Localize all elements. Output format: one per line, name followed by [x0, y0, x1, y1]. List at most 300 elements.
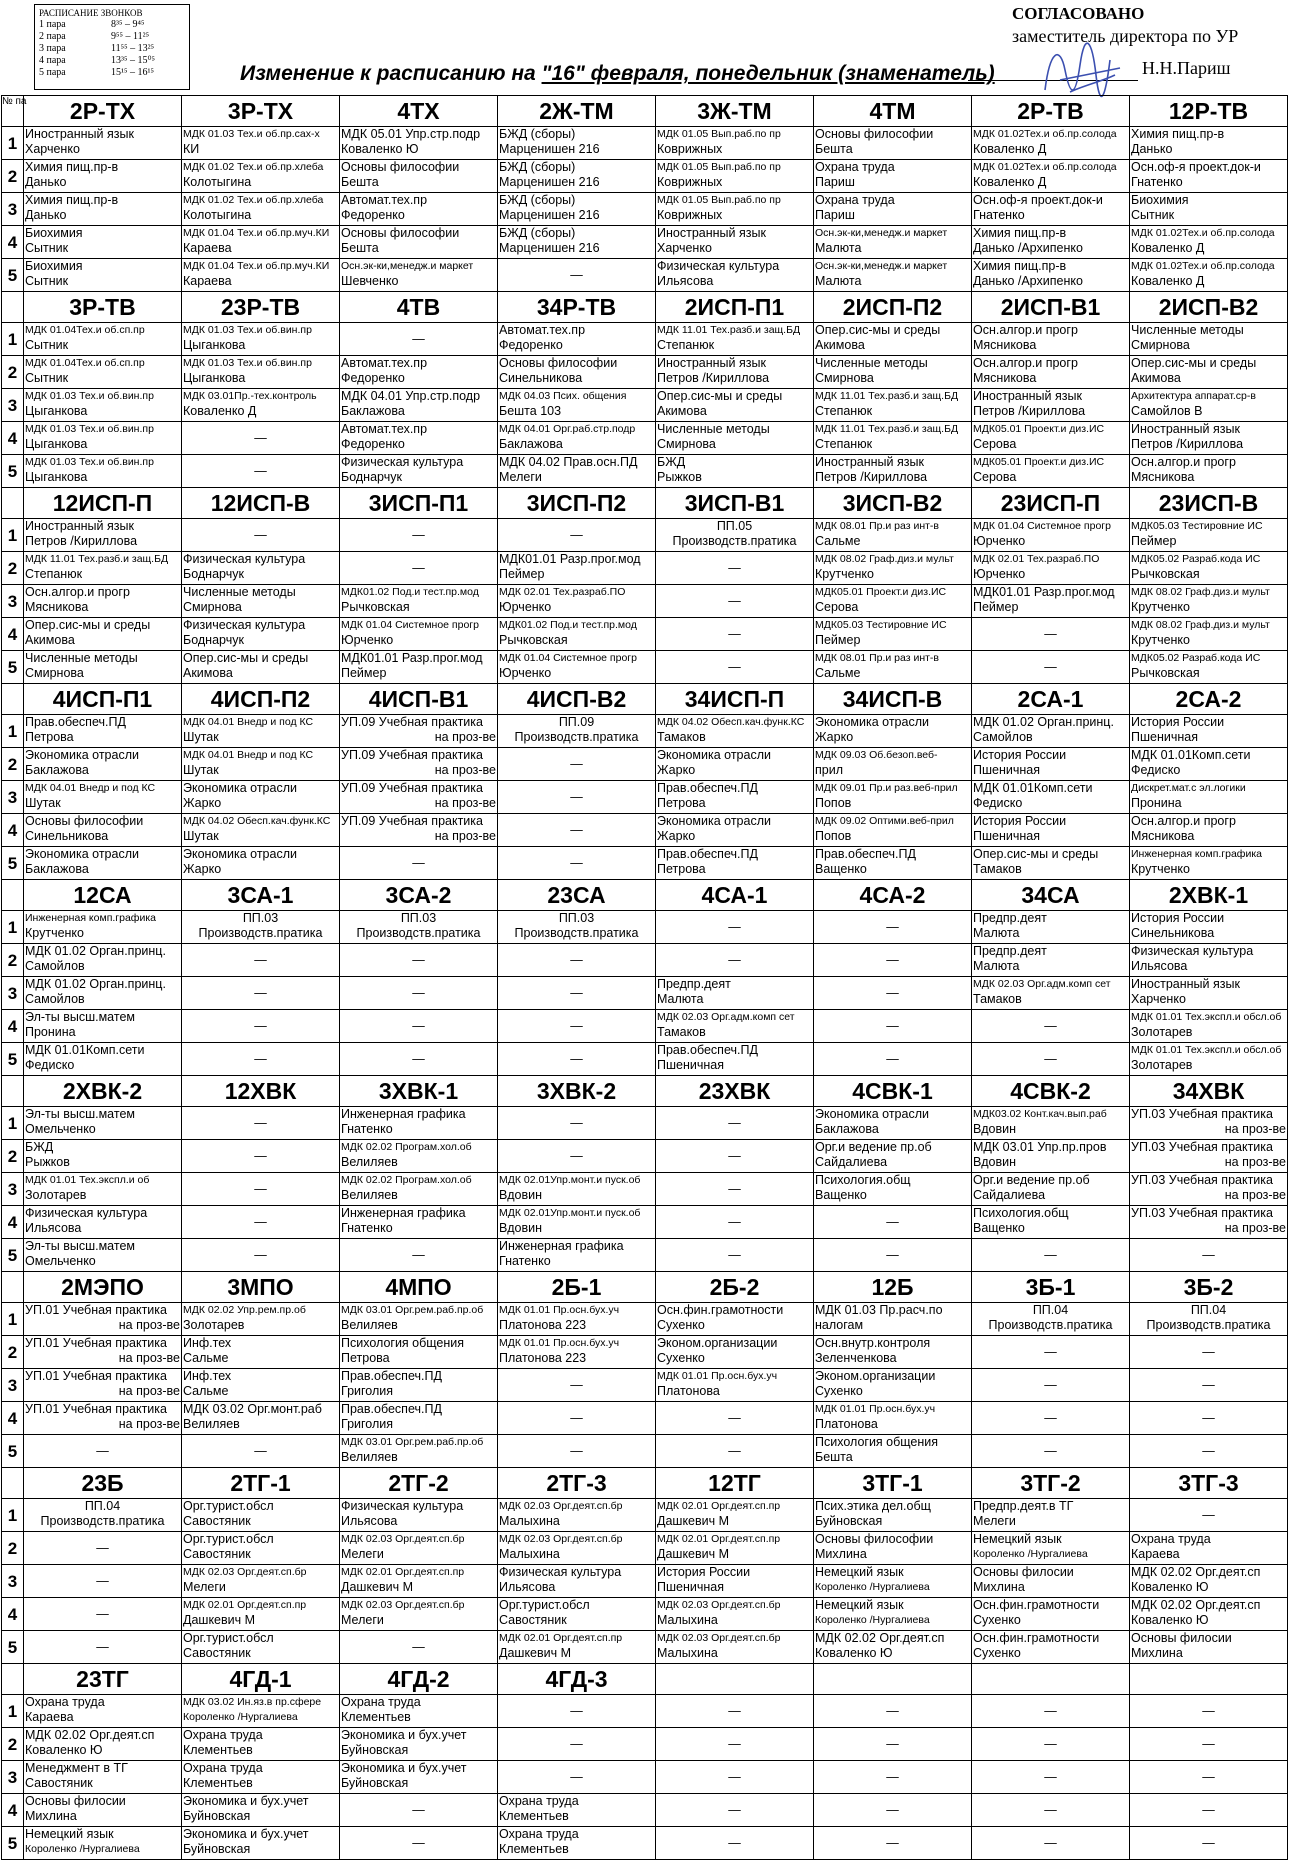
- practice-name: УП.01 Учебная практика: [25, 1402, 167, 1416]
- lesson-cell: —: [656, 1206, 814, 1239]
- teacher: Боднарчук: [183, 633, 244, 647]
- lesson-cell: [972, 422, 1130, 455]
- lesson-cell: [498, 1565, 656, 1598]
- teacher: Попов: [815, 829, 852, 843]
- lesson-cell: [498, 585, 656, 618]
- subject: Орг.и ведение пр.об: [973, 1173, 1090, 1187]
- lesson-cell: [656, 519, 814, 552]
- group-name: 23ИСП-В: [1130, 488, 1288, 519]
- lesson-cell: [24, 944, 182, 977]
- lesson-cell: —: [498, 977, 656, 1010]
- subject: МДК 01.03 Тех.и об.вин.пр: [25, 390, 154, 402]
- subject: МДК 08.02 Граф.диз.и мульт: [1131, 586, 1270, 598]
- lesson-cell: [498, 1827, 656, 1860]
- lesson-cell: —: [498, 944, 656, 977]
- subject: Психология общения: [341, 1336, 465, 1350]
- subject: МДК 01.03 Тех.и об.вин.пр: [183, 324, 312, 336]
- subject: Экономика и бух.учет: [341, 1761, 467, 1775]
- teacher: Короленко /Нургалиева: [183, 1711, 298, 1723]
- lesson-row: [2, 1173, 1288, 1206]
- lesson-cell: —: [498, 781, 656, 814]
- lesson-cell: [1130, 814, 1288, 847]
- subject: Охрана труда: [341, 1695, 421, 1709]
- teacher: Цыганкова: [25, 404, 88, 418]
- group-name: 12Р-ТВ: [1130, 96, 1288, 127]
- teacher: Бешта: [815, 1450, 853, 1464]
- lesson-cell: [1130, 1565, 1288, 1598]
- teacher: Сытник: [25, 274, 69, 288]
- teacher: Ильясова: [25, 1221, 82, 1235]
- teacher: Мясникова: [973, 338, 1037, 352]
- teacher: Синельникова: [1131, 926, 1215, 940]
- teacher: Жарко: [183, 796, 222, 810]
- subject: МДК 04.02 Обесп.кач.функ.КС: [657, 716, 805, 728]
- subject: Осн.фин.грамотности: [657, 1303, 784, 1317]
- lesson-row: [2, 1206, 1288, 1239]
- subject: Основы философии: [25, 814, 144, 828]
- subject: Осн.эк-ки,менедж.и маркет: [815, 260, 948, 272]
- lesson-cell: [182, 1695, 340, 1728]
- teacher: Гнатенко: [973, 208, 1025, 222]
- teacher: Тамаков: [973, 992, 1022, 1006]
- lesson-row: [2, 552, 1288, 585]
- subject: Прав.обеспеч.ПД: [657, 1043, 758, 1057]
- group-name: [972, 1664, 1130, 1695]
- subject: Предпр.деят.в ТГ: [973, 1499, 1074, 1513]
- subject: БЖД (сборы): [499, 127, 576, 141]
- teacher: Сытник: [25, 371, 69, 385]
- teacher: Колотыгина: [183, 175, 252, 189]
- lesson-cell: [340, 911, 498, 944]
- lesson-cell: —: [656, 1435, 814, 1468]
- subject: МДК 01.01 Тех.экспл.и обсл.об: [1131, 1011, 1282, 1023]
- subject: Основы философии: [341, 160, 460, 174]
- pair-number: 3: [2, 389, 24, 422]
- subject: МДК01.01 Разр.прог.мод: [973, 585, 1115, 599]
- teacher: Мелеги: [341, 1547, 384, 1561]
- teacher: Пшеничная: [657, 1580, 724, 1594]
- teacher: Ващенко: [815, 862, 867, 876]
- subject: Физическая культура: [183, 618, 306, 632]
- lesson-row: [2, 1827, 1288, 1860]
- teacher: Баклажова: [815, 1122, 879, 1136]
- subject: Экономика отрасли: [25, 748, 139, 762]
- lesson-cell: [24, 1140, 182, 1173]
- lesson-cell: —: [814, 1728, 972, 1761]
- teacher: Клементьев: [183, 1776, 253, 1790]
- practice-name: УП.09 Учебная практика: [341, 748, 483, 762]
- practice-code: ПП.04: [84, 1499, 121, 1513]
- teacher: Шевченко: [341, 274, 399, 288]
- teacher: Омельченко: [25, 1254, 96, 1268]
- teacher: Петрова: [657, 862, 706, 876]
- subject: МДК 02.01Упр.монт.и пуск.об: [499, 1174, 641, 1186]
- practice-place: на проз-ве: [1224, 1188, 1286, 1202]
- subject: МДК 04.03 Псих. общения: [499, 390, 627, 402]
- teacher: Смирнова: [183, 600, 242, 614]
- teacher: Пеймер: [973, 600, 1019, 614]
- subject: Предпр.деят: [657, 977, 731, 991]
- lesson-cell: —: [24, 1532, 182, 1565]
- group-name: 3ХВК-1: [340, 1076, 498, 1107]
- group-name: 3ТГ-1: [814, 1468, 972, 1499]
- pair-number: 4: [2, 226, 24, 259]
- subject: МДК05.02 Разраб.кода ИС: [1131, 553, 1261, 565]
- teacher: Акимова: [815, 338, 865, 352]
- teacher: Савостяник: [25, 1776, 93, 1790]
- lesson-cell: [814, 1173, 972, 1206]
- subject: Основы филосии: [973, 1565, 1074, 1579]
- pair-number-header: [2, 1664, 24, 1695]
- lesson-row: [2, 847, 1288, 880]
- subject: МДК05.03 Тестировние ИС: [1131, 520, 1263, 532]
- teacher: Михлина: [1131, 1646, 1183, 1660]
- subject: Численные методы: [1131, 323, 1244, 337]
- lesson-cell: —: [972, 1239, 1130, 1272]
- lesson-cell: [1130, 1010, 1288, 1043]
- teacher: Акимова: [183, 666, 233, 680]
- teacher: Велиляев: [341, 1155, 398, 1169]
- teacher: Буйновская: [183, 1842, 251, 1856]
- subject: Осн.алгор.и прогр: [973, 356, 1078, 370]
- lesson-cell: —: [1130, 1794, 1288, 1827]
- teacher: Серова: [973, 437, 1017, 451]
- group-name: 2ТГ-3: [498, 1468, 656, 1499]
- lesson-cell: —: [498, 1010, 656, 1043]
- subject: МДК 11.01 Тех.разб.и защ.БД: [815, 390, 959, 402]
- group-name: 4ИСП-В2: [498, 684, 656, 715]
- practice-name: УП.09 Учебная практика: [341, 781, 483, 795]
- lesson-cell: —: [182, 1043, 340, 1076]
- teacher: Тамаков: [657, 730, 706, 744]
- teacher: Клементьев: [499, 1809, 569, 1823]
- subject: Охрана труда: [25, 1695, 105, 1709]
- lesson-cell: [814, 715, 972, 748]
- subject: МДК 01.03 Тех.и об.пр.сах-х: [183, 128, 320, 140]
- lesson-row: [2, 748, 1288, 781]
- teacher: Коваленко Д: [1131, 241, 1205, 255]
- teacher: Караева: [1131, 1547, 1180, 1561]
- teacher: Федиско: [973, 796, 1023, 810]
- teacher: Сальме: [815, 666, 861, 680]
- lesson-cell: —: [498, 1728, 656, 1761]
- lesson-cell: —: [814, 944, 972, 977]
- subject: МДК 01.01Комп.сети: [973, 781, 1093, 795]
- lesson-cell: [182, 1499, 340, 1532]
- lesson-cell: [814, 455, 972, 488]
- teacher: Платонова 223: [499, 1351, 587, 1365]
- subject: Эл-ты высш.матем: [25, 1010, 135, 1024]
- pair-number: 1: [2, 911, 24, 944]
- subject: Орг.и ведение пр.об: [815, 1140, 932, 1154]
- lesson-row: [2, 1303, 1288, 1336]
- lesson-cell: [1130, 781, 1288, 814]
- lesson-cell: —: [656, 651, 814, 684]
- lesson-cell: —: [182, 455, 340, 488]
- subject: Численные методы: [657, 422, 770, 436]
- subject: МДК 04.01 Внедр и под КС: [25, 782, 156, 794]
- pair-number: 1: [2, 127, 24, 160]
- lesson-cell: —: [656, 944, 814, 977]
- practice-place: на проз-ве: [118, 1318, 180, 1332]
- lesson-cell: [182, 1402, 340, 1435]
- lesson-cell: [24, 1827, 182, 1860]
- lesson-cell: —: [972, 1369, 1130, 1402]
- lesson-cell: —: [656, 1239, 814, 1272]
- teacher: Мелеги: [341, 1613, 384, 1627]
- lesson-cell: [814, 259, 972, 292]
- teacher: Савостяник: [183, 1547, 251, 1561]
- subject: Охрана труда: [815, 193, 895, 207]
- subject: МДК 08.01 Пр.и раз инт-в: [815, 520, 940, 532]
- lesson-cell: [814, 519, 972, 552]
- lesson-cell: [656, 323, 814, 356]
- lesson-cell: [656, 1010, 814, 1043]
- teacher: Малюта: [815, 274, 862, 288]
- lesson-cell: [972, 160, 1130, 193]
- lesson-cell: [24, 519, 182, 552]
- lesson-row: [2, 1794, 1288, 1827]
- teacher: Короленко /Нургалиева: [815, 1614, 930, 1626]
- teacher: Малыхина: [657, 1646, 718, 1660]
- teacher: Ильясова: [499, 1580, 556, 1594]
- lesson-cell: [24, 748, 182, 781]
- lesson-cell: [656, 781, 814, 814]
- teacher: Баклажова: [341, 404, 405, 418]
- lesson-cell: [972, 781, 1130, 814]
- subject: Осн.фин.грамотности: [973, 1631, 1100, 1645]
- teacher: Мелеги: [499, 470, 542, 484]
- teacher: Ильясова: [657, 274, 714, 288]
- subject: Экономика отрасли: [657, 814, 771, 828]
- teacher: Колотыгина: [183, 208, 252, 222]
- subject: БЖД: [25, 1140, 54, 1154]
- lesson-cell: —: [182, 519, 340, 552]
- lesson-cell: [340, 1435, 498, 1468]
- teacher: Харченко: [25, 142, 80, 156]
- teacher: Гнатенко: [341, 1122, 393, 1136]
- lesson-cell: [972, 1532, 1130, 1565]
- lesson-cell: [656, 1336, 814, 1369]
- pair-number: 4: [2, 1010, 24, 1043]
- group-name: 23ХВК: [656, 1076, 814, 1107]
- subject: МДК 04.01 Упр.стр.подр: [341, 389, 481, 403]
- teacher: Коваленко Д: [183, 404, 257, 418]
- group-header-row: [2, 684, 1288, 715]
- lesson-cell: [972, 944, 1130, 977]
- teacher: Клементьев: [341, 1710, 411, 1724]
- lesson-cell: —: [182, 1107, 340, 1140]
- bell-pair: 5 пара: [39, 67, 66, 78]
- lesson-cell: [24, 552, 182, 585]
- subject: Иностранный язык: [657, 356, 766, 370]
- teacher: Малыхина: [657, 1613, 718, 1627]
- lesson-cell: [340, 1140, 498, 1173]
- group-header-row: [2, 1076, 1288, 1107]
- teacher: Юрченко: [973, 567, 1026, 581]
- pair-number-header: [2, 1272, 24, 1303]
- subject: Дискрет.мат.с эл.логики: [1131, 782, 1246, 794]
- subject: Осн.фин.грамотности: [973, 1598, 1100, 1612]
- teacher: Караева: [183, 241, 232, 255]
- subject: Экономика отрасли: [815, 715, 929, 729]
- teacher: Смирнова: [815, 371, 874, 385]
- lesson-cell: [340, 389, 498, 422]
- subject: Химия пищ.пр-в: [25, 160, 119, 174]
- lesson-cell: [1130, 618, 1288, 651]
- lesson-cell: [1130, 1532, 1288, 1565]
- lesson-cell: [656, 814, 814, 847]
- subject: Инф.тех: [183, 1369, 232, 1383]
- subject: Прав.обеспеч.ПД: [341, 1402, 442, 1416]
- subject: МДК 04.01 Внедр и под КС: [183, 749, 314, 761]
- group-name: 4ГД-2: [340, 1664, 498, 1695]
- teacher: Буйновская: [815, 1514, 883, 1528]
- group-name: 12ХВК: [182, 1076, 340, 1107]
- subject: Опер.сис-мы и среды: [183, 651, 309, 665]
- bell-row: [39, 19, 185, 31]
- lesson-cell: [498, 715, 656, 748]
- subject: МДК 02.03 Орг.деят.сп.бр: [499, 1500, 623, 1512]
- subject: Химия пищ.пр-в: [1131, 127, 1225, 141]
- lesson-cell: —: [1130, 1402, 1288, 1435]
- teacher: Петрова: [341, 1351, 390, 1365]
- lesson-cell: —: [182, 1239, 340, 1272]
- practice-place: на проз-ве: [118, 1351, 180, 1365]
- teacher: Рычковская: [1131, 567, 1200, 581]
- lesson-cell: —: [498, 259, 656, 292]
- lesson-row: [2, 1336, 1288, 1369]
- lesson-cell: [972, 1140, 1130, 1173]
- subject: МДК05.01 Проект.и диз.ИС: [973, 423, 1105, 435]
- subject: Предпр.деят: [973, 911, 1047, 925]
- pair-number: 5: [2, 1435, 24, 1468]
- lesson-cell: —: [656, 911, 814, 944]
- teacher: Петров /Кириллова: [1131, 437, 1244, 451]
- lesson-cell: [498, 651, 656, 684]
- teacher: Шутак: [183, 730, 219, 744]
- lesson-cell: [972, 389, 1130, 422]
- teacher: Сухенко: [657, 1318, 705, 1332]
- lesson-cell: [1130, 519, 1288, 552]
- teacher: Баклажова: [25, 763, 89, 777]
- lesson-cell: —: [498, 847, 656, 880]
- lesson-row: [2, 1140, 1288, 1173]
- lesson-row: [2, 911, 1288, 944]
- pair-number-header: [2, 292, 24, 323]
- teacher: Петров /Кириллова: [815, 470, 928, 484]
- teacher: Сальме: [183, 1351, 229, 1365]
- teacher: Золотарев: [1131, 1058, 1193, 1072]
- lesson-cell: [972, 814, 1130, 847]
- teacher: Гнатенко: [499, 1254, 551, 1268]
- teacher: Малюта: [973, 926, 1020, 940]
- bell-pair: 2 пара: [39, 31, 66, 42]
- lesson-cell: —: [498, 1695, 656, 1728]
- subject: Численные методы: [183, 585, 296, 599]
- lesson-cell: [814, 748, 972, 781]
- subject: МДК 02.03 Орг.деят.сп.бр: [183, 1566, 307, 1578]
- teacher: Баклажова: [25, 862, 89, 876]
- teacher: Рыжков: [657, 470, 702, 484]
- lesson-cell: [972, 127, 1130, 160]
- lesson-cell: [814, 651, 972, 684]
- teacher: Бешта: [341, 241, 379, 255]
- pair-number: 3: [2, 1173, 24, 1206]
- subject: Осн.алгор.и прогр: [1131, 455, 1236, 469]
- subject: Охрана труда: [499, 1794, 579, 1808]
- teacher: Пеймер: [499, 567, 545, 581]
- pair-number: 2: [2, 356, 24, 389]
- lesson-cell: [182, 847, 340, 880]
- lesson-cell: —: [972, 1728, 1130, 1761]
- subject: МДК 03.01 Орг.рем.раб.пр.об: [341, 1304, 484, 1316]
- group-header-row: [2, 880, 1288, 911]
- pair-number: 3: [2, 977, 24, 1010]
- lesson-cell: —: [1130, 1239, 1288, 1272]
- subject: МДК 01.03 Тех.и об.вин.пр: [25, 423, 154, 435]
- lesson-cell: —: [498, 1140, 656, 1173]
- group-header-row: [2, 292, 1288, 323]
- teacher: Короленко /Нургалиева: [815, 1581, 930, 1593]
- group-name: 2МЭПО: [24, 1272, 182, 1303]
- lesson-cell: [814, 1369, 972, 1402]
- subject: Охрана труда: [183, 1728, 263, 1742]
- subject: История России: [1131, 911, 1225, 925]
- group-name: 4СА-1: [656, 880, 814, 911]
- subject: История России: [1131, 715, 1225, 729]
- pair-number-header: [2, 684, 24, 715]
- lesson-cell: [340, 193, 498, 226]
- teacher: Пеймер: [815, 633, 861, 647]
- group-name: 3МПО: [182, 1272, 340, 1303]
- title-date: "16" февраля, понедельник (знаменатель): [541, 62, 995, 85]
- lesson-cell: [972, 259, 1130, 292]
- subject: Экономика отрасли: [815, 1107, 929, 1121]
- bell-pair: 3 пара: [39, 43, 66, 54]
- teacher: Малюта: [973, 959, 1020, 973]
- lesson-cell: —: [1130, 1827, 1288, 1860]
- group-name: 3Б-1: [972, 1272, 1130, 1303]
- subject: Химия пищ.пр-в: [973, 226, 1067, 240]
- teacher: Шутак: [25, 796, 61, 810]
- group-name: 23ТГ: [24, 1664, 182, 1695]
- subject: МДК 03.01 Упр.пр.пров: [973, 1140, 1107, 1154]
- subject: МДК 09.02 Оптими.веб-прил: [815, 815, 954, 827]
- lesson-cell: [498, 455, 656, 488]
- lesson-cell: [498, 193, 656, 226]
- lesson-cell: —: [972, 1336, 1130, 1369]
- group-header-row: [2, 1468, 1288, 1499]
- group-header-row: [2, 488, 1288, 519]
- subject: Прав.обеспеч.ПД: [657, 781, 758, 795]
- lesson-cell: [498, 1631, 656, 1664]
- teacher: Петрова: [25, 730, 74, 744]
- practice-code: ПП.03: [242, 911, 279, 925]
- lesson-cell: [24, 1761, 182, 1794]
- pair-number: 1: [2, 1107, 24, 1140]
- lesson-cell: [972, 715, 1130, 748]
- pair-number: 4: [2, 814, 24, 847]
- subject: МДК01.02 Под.и тест.пр.мод: [499, 619, 637, 631]
- teacher: Золотарев: [25, 1188, 87, 1202]
- subject: Химия пищ.пр-в: [25, 193, 119, 207]
- lesson-cell: [498, 422, 656, 455]
- group-name: 4СВК-1: [814, 1076, 972, 1107]
- subject: История России: [973, 748, 1067, 762]
- pair-number-header: [2, 488, 24, 519]
- lesson-cell: [656, 356, 814, 389]
